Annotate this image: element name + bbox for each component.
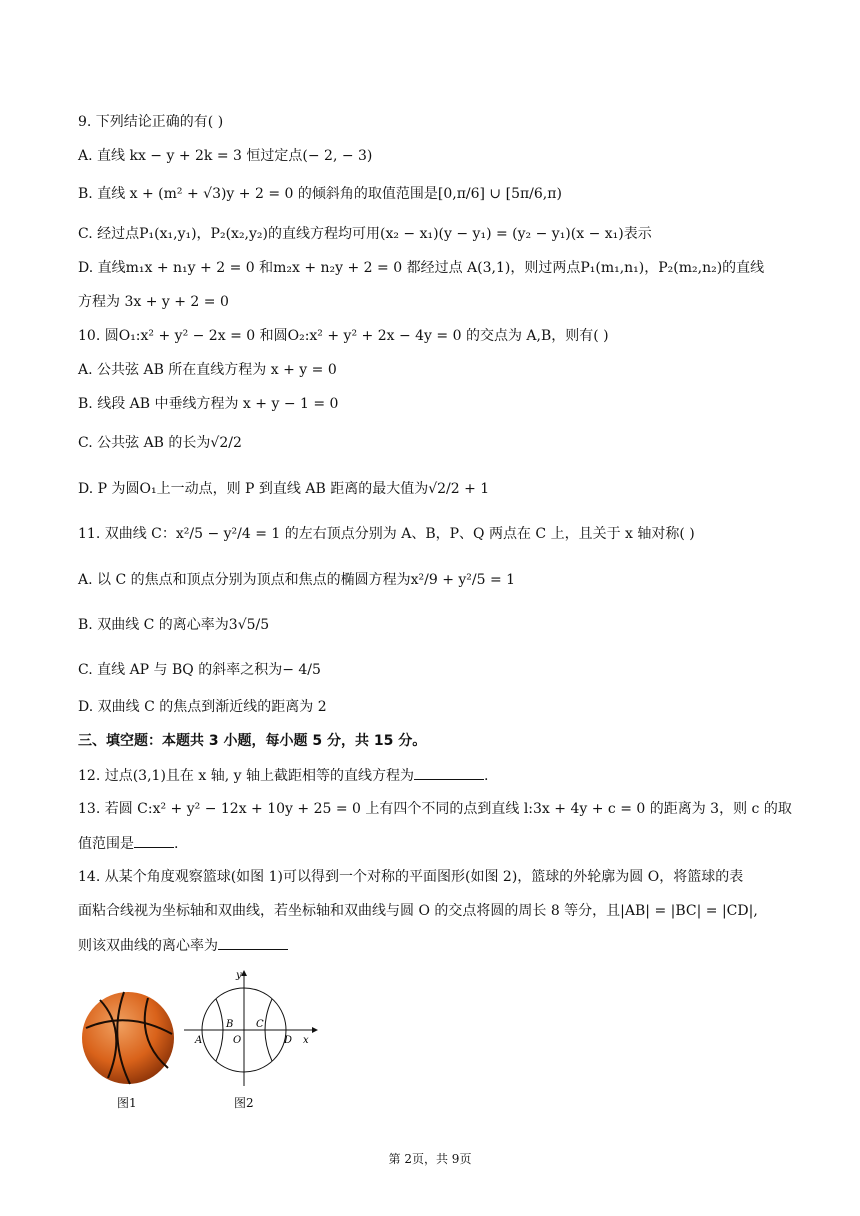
label-o: O <box>233 1035 242 1046</box>
question-11-option-b: B. 双曲线 C 的离心率为3√5/5 <box>78 617 270 633</box>
question-11-option-c: C. 直线 AP 与 BQ 的斜率之积为− 4/5 <box>78 662 321 678</box>
question-14-line-1: 14. 从某个角度观察篮球(如图 1)可以得到一个对称的平面图形(如图 2)，篮球的外轮廓为圆 O，将篮球的表 <box>78 869 744 885</box>
answer-blank-14[interactable] <box>218 935 288 950</box>
question-10-option-a: A. 公共弦 AB 所在直线方程为 x + y = 0 <box>78 362 337 378</box>
answer-blank-13[interactable] <box>134 833 174 848</box>
label-a: A <box>195 1035 203 1046</box>
question-10-stem: 10. 圆O₁:x² + y² − 2x = 0 和圆O₂:x² + y² + 2x − 4y = 0 的交点为 A,B，则有( ) <box>78 328 609 344</box>
question-10-option-d: D. P 为圆O₁上一动点，则 P 到直线 AB 距离的最大值为√2/2 + 1 <box>78 481 490 497</box>
label-b: B <box>226 1019 234 1030</box>
question-9-option-d: D. 直线m₁x + n₁y + 2 = 0 和m₂x + n₂y + 2 = 0 都经过点 A(3,1)，则过两点P₁(m₁,n₁)，P₂(m₂,n₂)的直线 <box>78 260 765 276</box>
figure-1-caption: 图1 <box>117 1096 137 1110</box>
question-10-option-c: C. 公共弦 AB 的长为√2/2 <box>78 435 242 451</box>
question-9-option-d-cont: 方程为 3x + y + 2 = 0 <box>78 294 229 310</box>
question-9-option-b: B. 直线 x + (m² + √3)y + 2 = 0 的倾斜角的取值范围是[0,π/6] ∪ [5π/6,π) <box>78 186 562 202</box>
question-14-line-3 <box>78 935 288 956</box>
question-13-end: . <box>174 836 179 852</box>
x-axis-arrow-icon <box>312 1027 318 1033</box>
page-footer: 第 2页，共 9页 <box>388 1152 472 1166</box>
basketball-icon <box>82 992 174 1084</box>
question-13-line-2 <box>78 833 178 854</box>
question-9-stem: 9. 下列结论正确的有( ) <box>78 114 224 130</box>
figure-2-caption: 图2 <box>234 1096 254 1110</box>
label-y: y <box>236 970 242 981</box>
hyperbola-diagram <box>184 968 324 1088</box>
question-12 <box>78 765 488 786</box>
section-3-heading: 三、填空题：本题共 3 小题，每小题 5 分，共 15 分。 <box>78 733 427 749</box>
question-12-end: . <box>483 768 489 784</box>
label-d: D <box>284 1035 293 1046</box>
question-13-text: 值范围是 <box>78 836 134 852</box>
label-x: x <box>303 1035 309 1046</box>
basketball-figure <box>78 990 178 1086</box>
question-11-option-a: A. 以 C 的焦点和顶点分别为顶点和焦点的椭圆方程为x²/9 + y²/5 = 1 <box>78 572 516 588</box>
label-c: C <box>256 1019 264 1030</box>
question-11-stem: 11. 双曲线 C：x²/5 − y²/4 = 1 的左右顶点分别为 A、B，P、Q 两点在 C 上，且关于 x 轴对称( ) <box>78 526 695 542</box>
question-11-option-d: D. 双曲线 C 的焦点到渐近线的距离为 2 <box>78 699 327 715</box>
question-12-text: 12. 过点(3,1)且在 x 轴, y 轴上截距相等的直线方程为 <box>78 768 414 784</box>
question-14-line-2: 面粘合线视为坐标轴和双曲线，若坐标轴和双曲线与圆 O 的交点将圆的周长 8 等分，且|AB| = |BC| = |CD|, <box>78 903 758 919</box>
y-axis-arrow-icon <box>241 970 247 976</box>
question-9-option-c: C. 经过点P₁(x₁,y₁)，P₂(x₂,y₂)的直线方程均可用(x₂ − x₁)(y − y₁) = (y₂ − y₁)(x − x₁)表示 <box>78 226 652 242</box>
answer-blank-12[interactable] <box>414 765 484 780</box>
question-14-text: 则该双曲线的离心率为 <box>78 938 218 954</box>
question-13-line-1: 13. 若圆 C:x² + y² − 12x + 10y + 25 = 0 上有四个不同的点到直线 l:3x + 4y + c = 0 的距离为 3，则 c 的取 <box>78 801 792 817</box>
question-9-option-a: A. 直线 kx − y + 2k = 3 恒过定点(− 2, − 3) <box>78 148 373 164</box>
question-10-option-b: B. 线段 AB 中垂线方程为 x + y − 1 = 0 <box>78 396 339 412</box>
